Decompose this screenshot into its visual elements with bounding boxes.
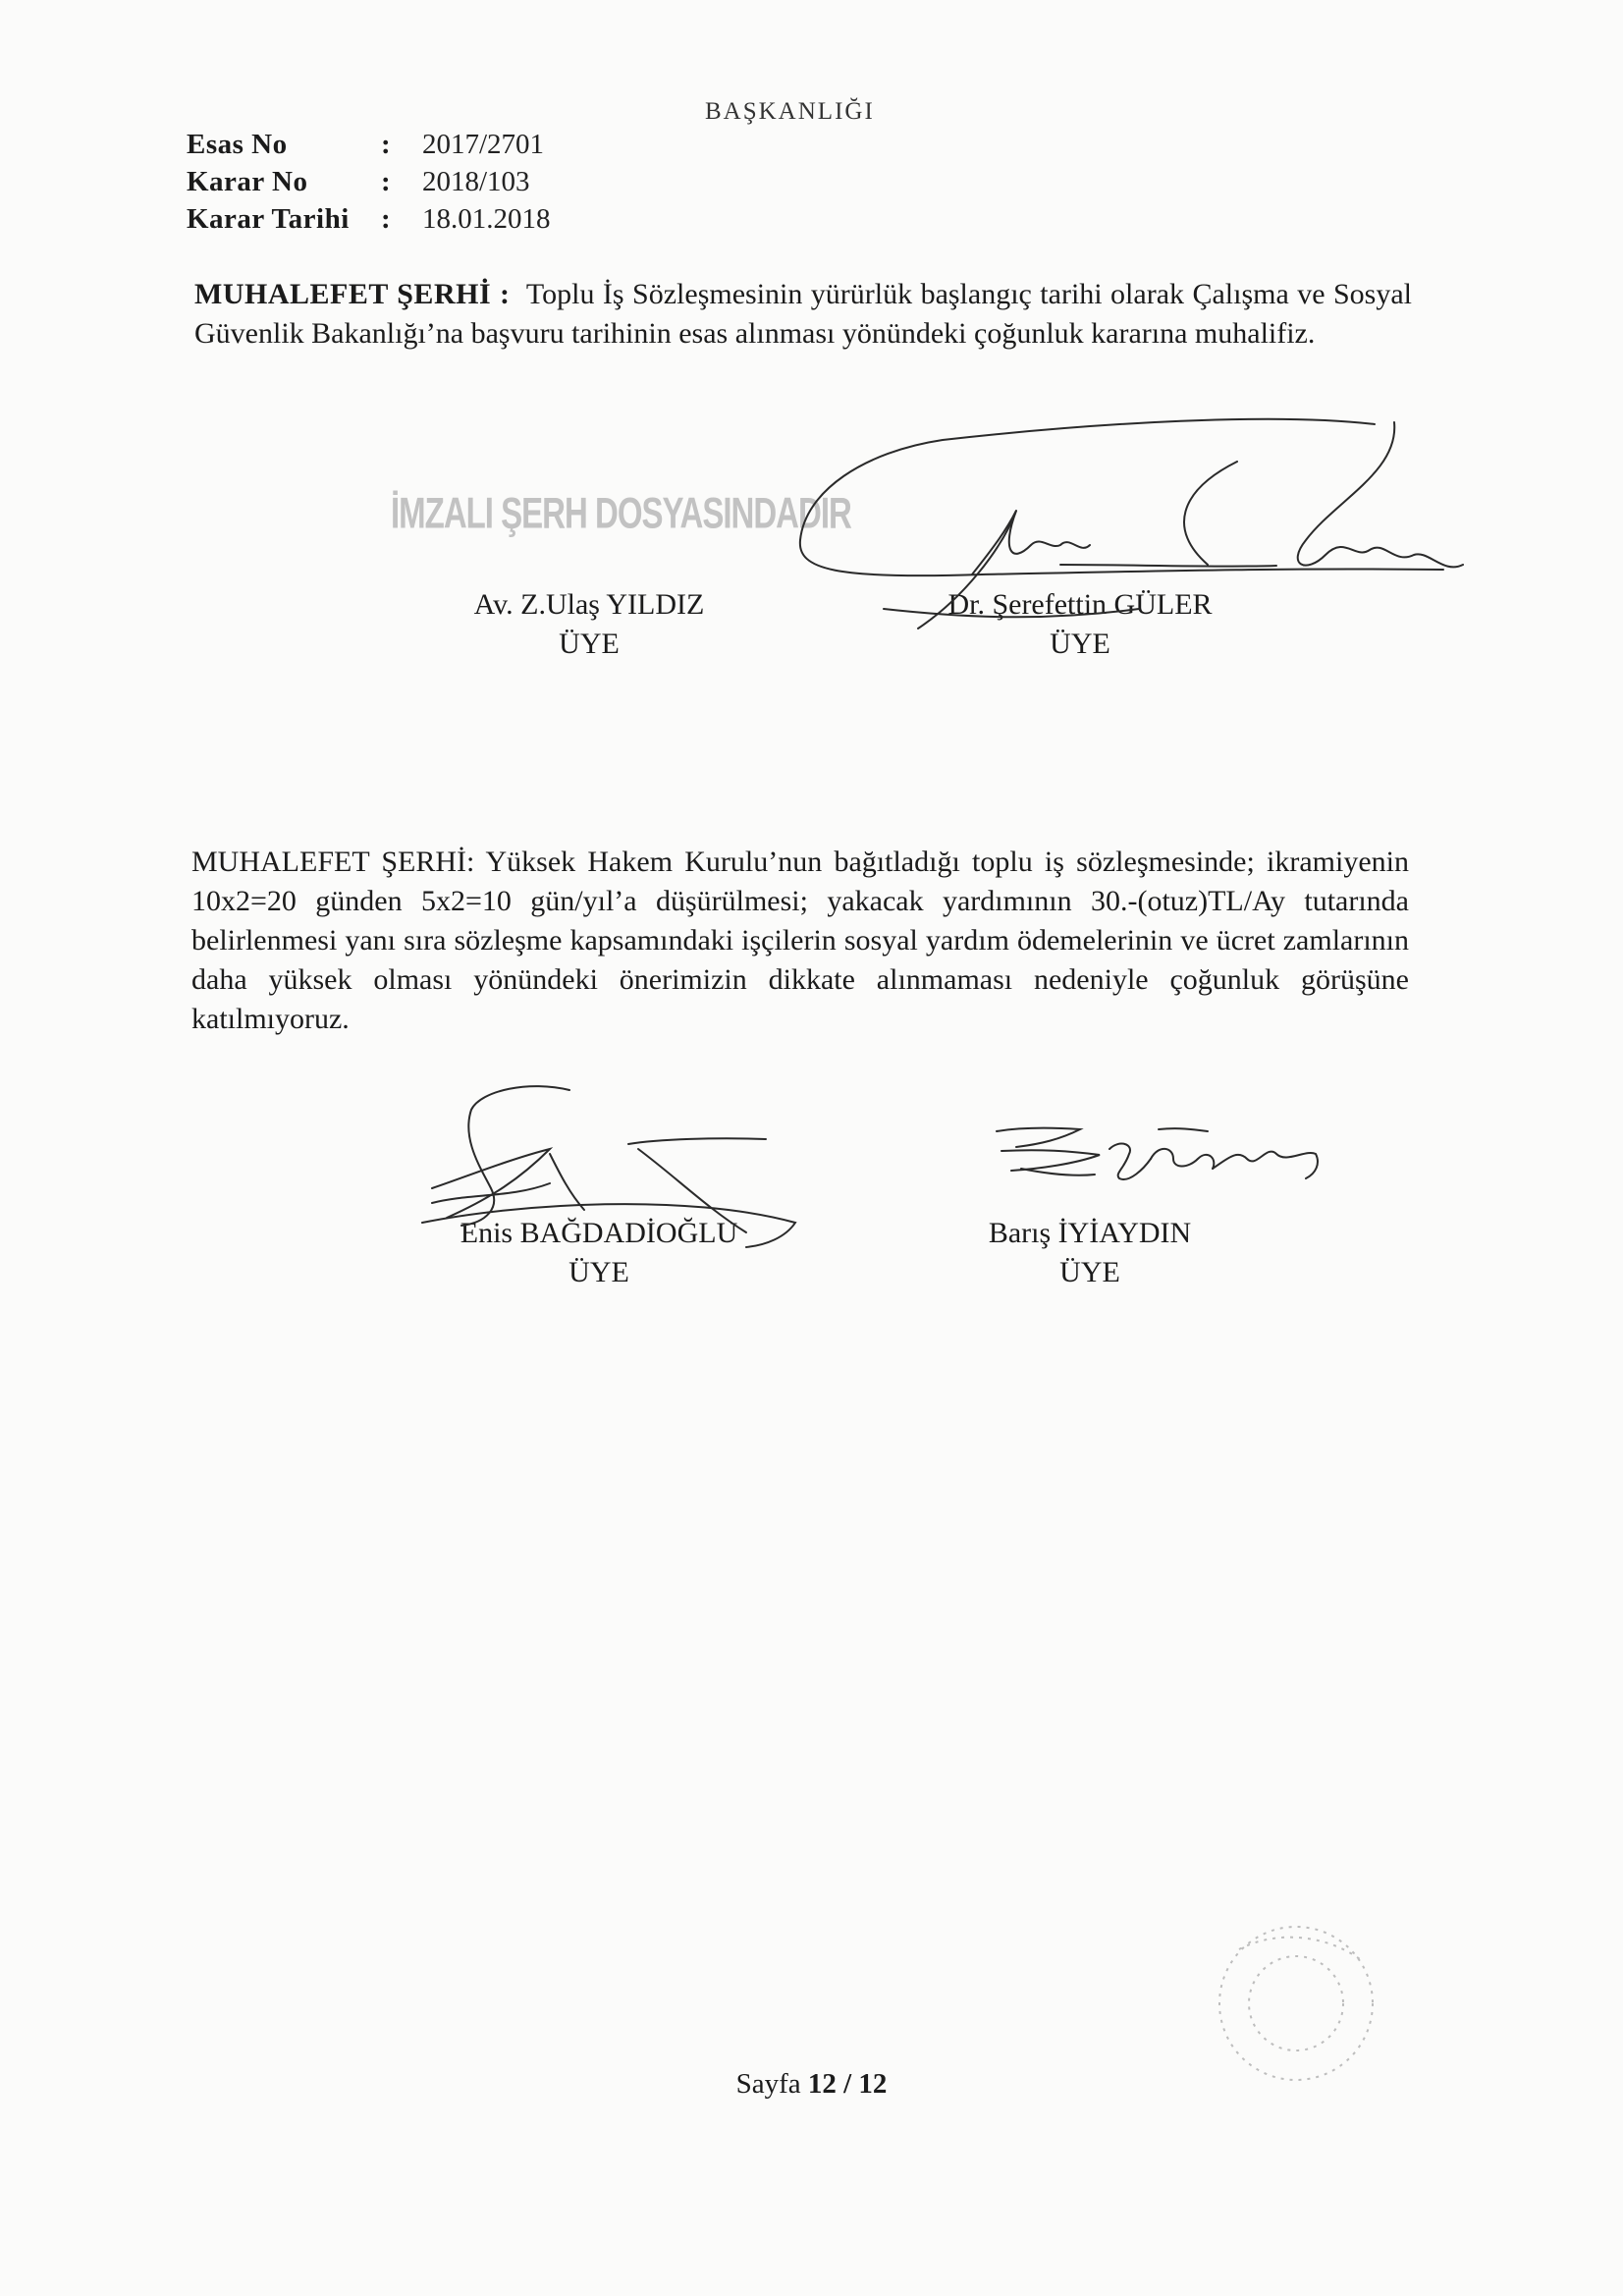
colon: : [381, 203, 391, 235]
signature-bagdadioglu-icon [422, 1086, 795, 1247]
signatory-name: Av. Z.Ulaş YILDIZ [473, 588, 705, 621]
signature-guler-icon [800, 419, 1463, 629]
dissent-1-text: Toplu İş Sözleşmesinin yürürlük başlangıç tarihi olarak Çalışma ve Sosyal Güvenlik Bakanlığı’na başvuru tarihinin esas alınması yönündeki çoğunluk kararına muhalifiz. [194, 278, 1412, 350]
page-label: Sayfa [735, 2068, 801, 2100]
signature-iyiaydin-icon [997, 1128, 1318, 1179]
signatory-role: ÜYE [1050, 628, 1110, 660]
dissent-2-lead: MUHALEFET ŞERHİ: [191, 846, 475, 878]
signatory-name: Dr. Şerefettin GÜLER [947, 588, 1213, 621]
karar-no-value: 2018/103 [422, 166, 530, 197]
colon: : [381, 166, 391, 197]
page-number: 12 / 12 [807, 2068, 888, 2100]
signatory-role: ÜYE [1059, 1256, 1120, 1288]
official-seal-icon [1219, 1927, 1373, 2080]
esas-no-label: Esas No [187, 129, 288, 160]
signatory-name: Enis BAĞDADİOĞLU [460, 1217, 738, 1249]
dissent-2-text: Yüksek Hakem Kurulu’nun bağıtladığı toplu iş sözleşmesinde; ikramiyenin 10x2=20 günden 5x2=10 gün/yıl’a düşürülmesi; yakacak yardımının 30.-(otuz)TL/Ay tutarında belirlenmesi yanı sıra sözleşme kapsamındaki işçilerin sosyal yardım ödemelerinin ve ücret zamlarının daha yüksek olması yönündeki önerimizin dikkate alınmaması nedeniyle çoğunluk görüşüne katılmıyoruz. [191, 846, 1410, 1035]
esas-no-value: 2017/2701 [422, 129, 545, 160]
signatory-role: ÜYE [568, 1256, 629, 1288]
header-title: BAŞKANLIĞI [705, 98, 875, 125]
colon: : [381, 129, 391, 160]
signed-dissent-stamp: İMZALI ŞERH DOSYASINDADIR [391, 488, 851, 537]
signatory-name: Barış İYİAYDIN [988, 1217, 1192, 1249]
signatory-role: ÜYE [559, 628, 620, 660]
karar-tarihi-label: Karar Tarihi [187, 203, 350, 235]
karar-tarihi-value: 18.01.2018 [422, 203, 551, 235]
dissent-1-lead: MUHALEFET ŞERHİ : [194, 278, 511, 310]
karar-no-label: Karar No [187, 166, 308, 197]
